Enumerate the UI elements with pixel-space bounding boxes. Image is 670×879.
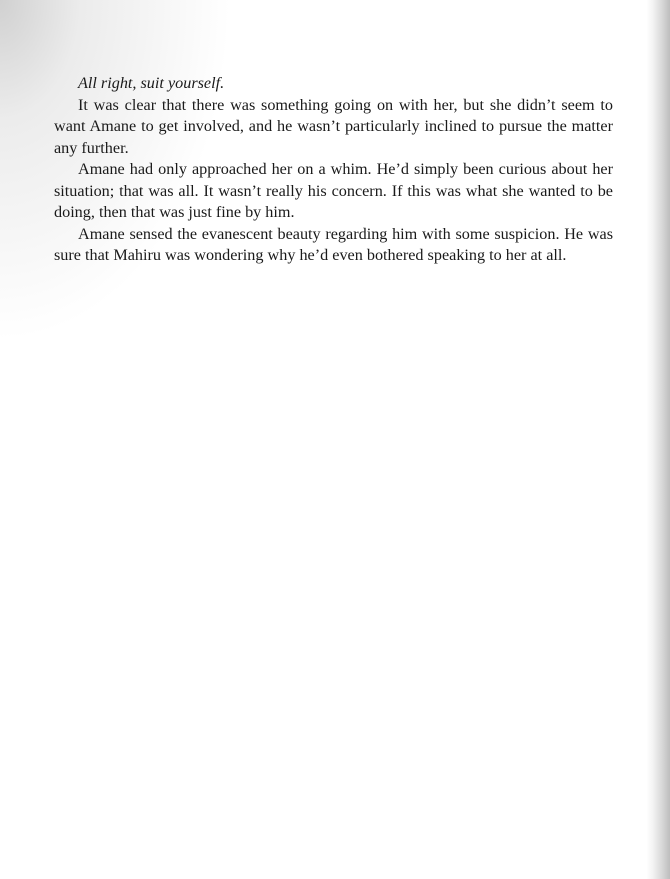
body-text xyxy=(54,73,613,267)
paragraph-thought: All right, suit yourself. xyxy=(78,74,225,92)
paragraph-1: It was clear that there was something going on with her, but she didn’t seem to want Amane to get involved, and he wasn’t particularly inclined to pursue the matter any further. xyxy=(54,95,613,157)
paragraph-3: Amane sensed the evanescent beauty regarding him with some suspicion. He was sure that Mahiru was wondering why he’d even bothered speaking to her at all. xyxy=(54,224,613,264)
paragraph-2: Amane had only approached her on a whim. He’d simply been curious about her situation; that was all. It wasn’t really his concern. If this was what she wanted to be doing, then that was just fine by him. xyxy=(54,160,613,221)
